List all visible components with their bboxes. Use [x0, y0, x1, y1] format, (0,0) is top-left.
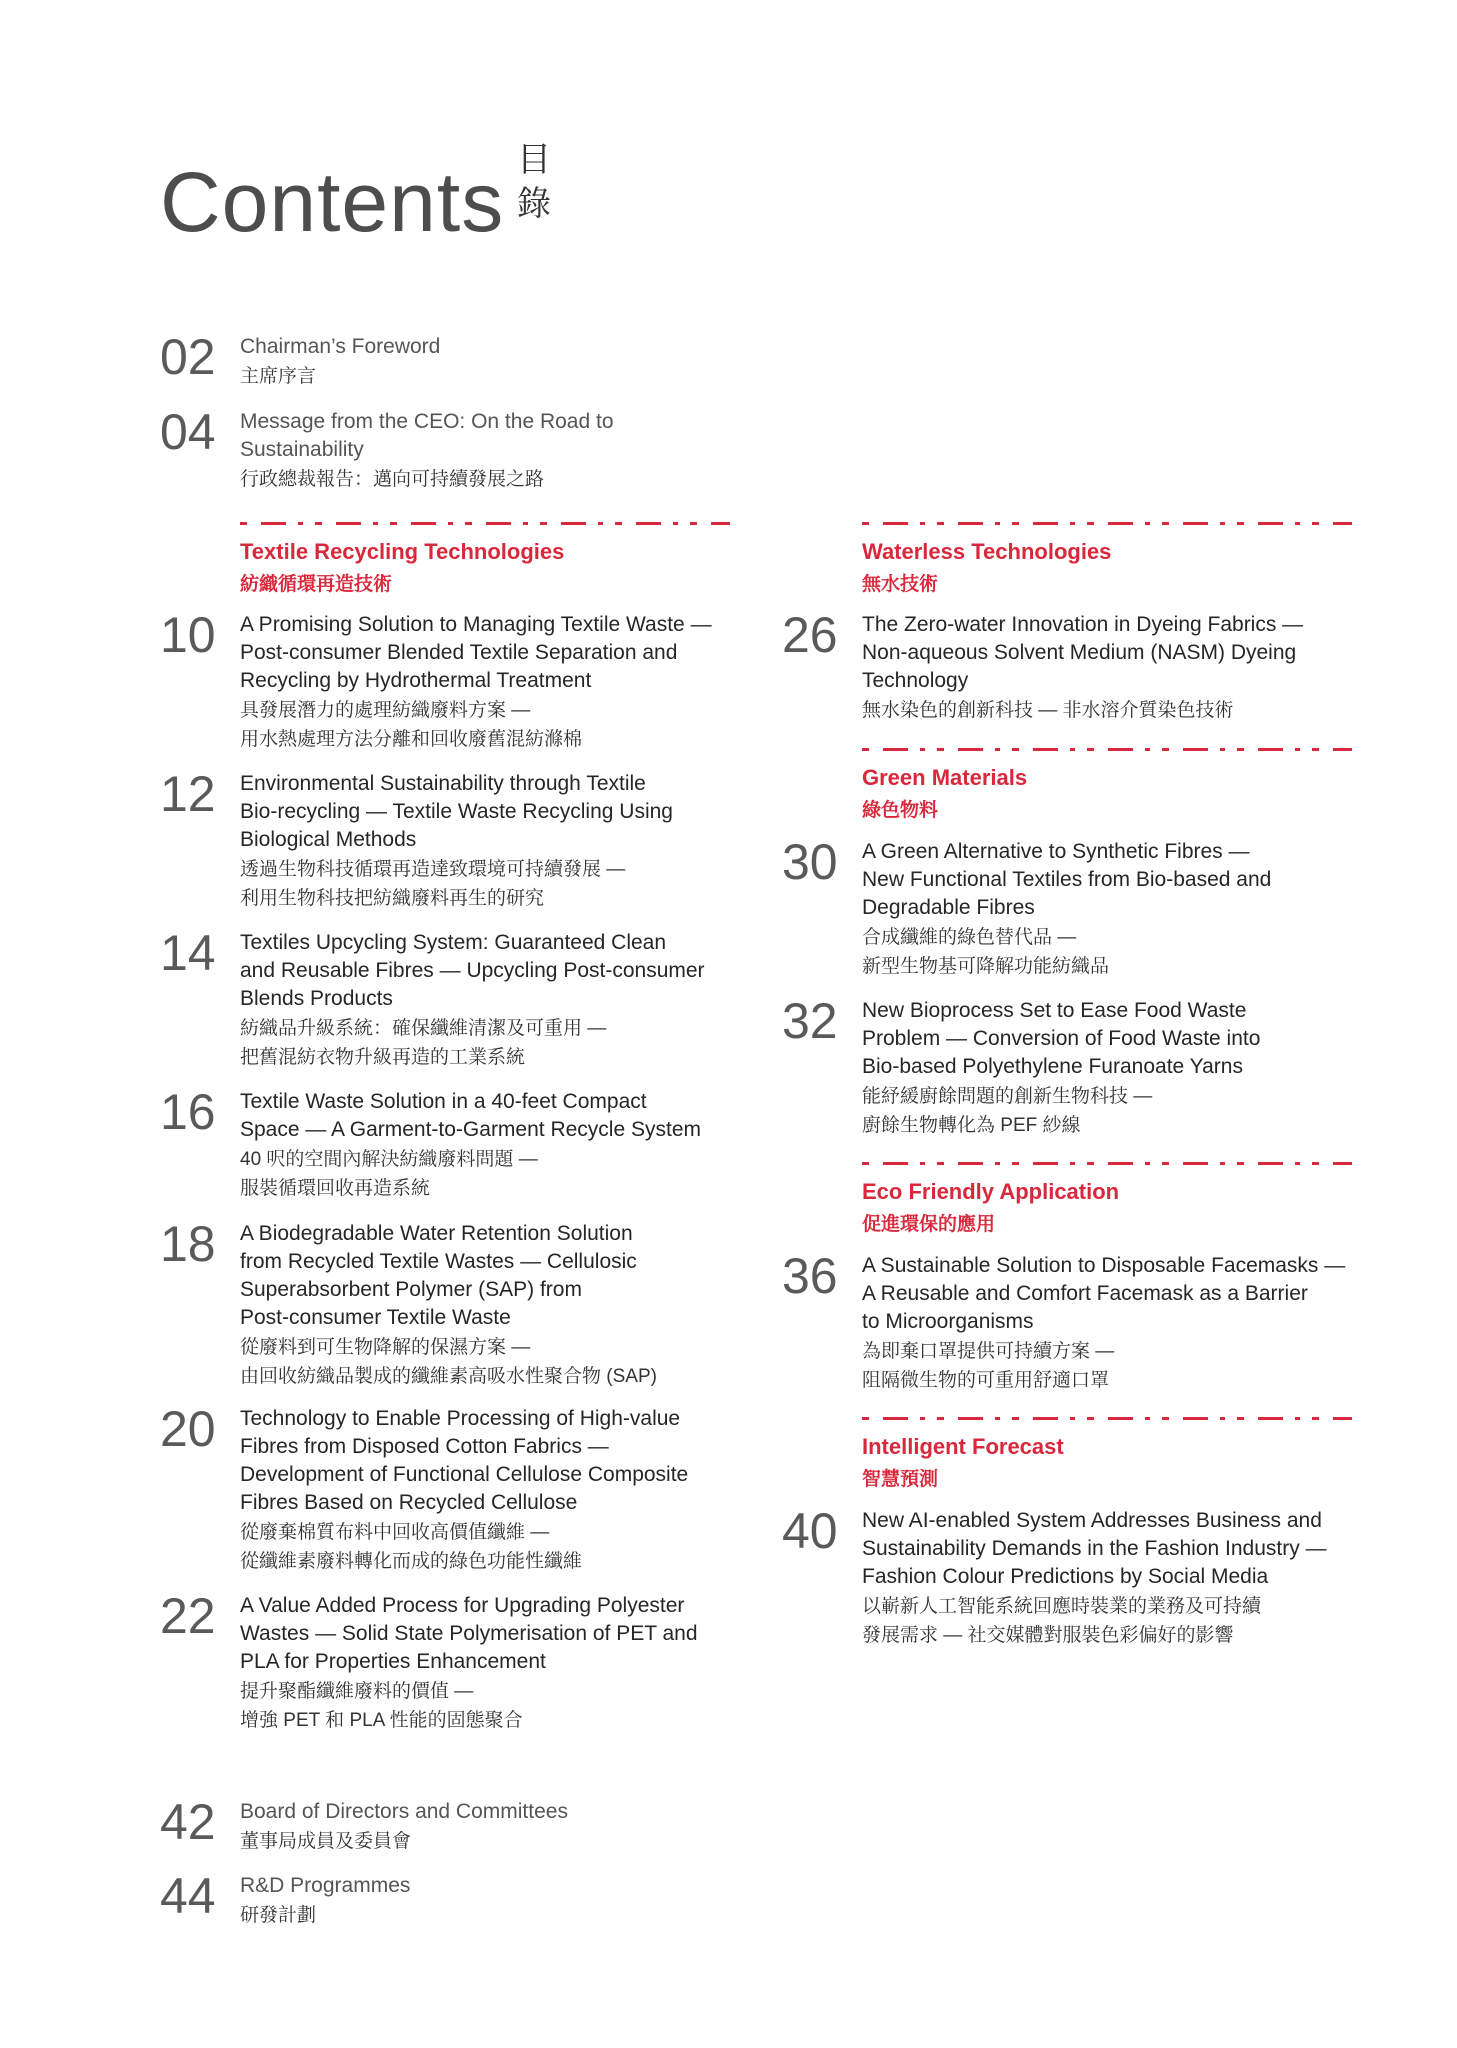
- entry-title-line: A Value Added Process for Upgrading Polyester: [240, 1594, 685, 1617]
- page-number: 26: [782, 607, 838, 663]
- entry-title-line: Textile Waste Solution in a 40-feet Compact: [240, 1090, 647, 1113]
- page-number: 16: [160, 1084, 216, 1140]
- entry-title-line: New Functional Textiles from Bio-based and: [862, 868, 1272, 891]
- page-number: 02: [160, 329, 216, 385]
- entry-title-english: [240, 408, 740, 464]
- entry-title-line-zh: 透過生物科技循環再造達致環境可持續發展 —: [240, 859, 626, 880]
- entry-title-line-zh: 用水熱處理方法分離和回收廢舊混紡滌棉: [240, 729, 583, 750]
- entry-title-line: Environmental Sustainability through Textile: [240, 772, 646, 795]
- section-divider: [862, 1416, 1352, 1422]
- entry-title-line: Board of Directors and Committees: [240, 1800, 568, 1823]
- entry-title-chinese: [240, 1518, 740, 1576]
- entry-title-line: Bio-based Polyethylene Furanoate Yarns: [862, 1055, 1243, 1078]
- entry-title-english: [862, 611, 1362, 695]
- entry-title-english: [240, 1220, 740, 1332]
- entry-title-english: [862, 1252, 1362, 1336]
- entry-title-line-zh: 研發計劃: [240, 1905, 317, 1926]
- entry-title-english: [240, 770, 740, 854]
- entry-title-chinese: [240, 1901, 740, 1930]
- entry-title-line: from Recycled Textile Wastes — Cellulosic: [240, 1250, 637, 1273]
- page-number: 30: [782, 834, 838, 890]
- page-number: 04: [160, 404, 216, 460]
- entry-title-line: Sustainability Demands in the Fashion Industry —: [862, 1537, 1327, 1560]
- entry-title-line-zh: 從纖維素廢料轉化而成的綠色功能性纖維: [240, 1551, 583, 1572]
- entry-title-english: [240, 1872, 740, 1900]
- entry-title-line: A Biodegradable Water Retention Solution: [240, 1222, 633, 1245]
- entry-title-chinese: [240, 1827, 740, 1856]
- entry-title-line: Superabsorbent Polymer (SAP) from: [240, 1278, 582, 1301]
- section-title-chinese: 無水技術: [862, 574, 939, 595]
- page-number: 18: [160, 1216, 216, 1272]
- entry-title-line-zh: 新型生物基可降解功能紡織品: [862, 956, 1110, 977]
- entry-title-line-zh: 廚餘生物轉化為 PEF 紗線: [862, 1115, 1081, 1136]
- entry-title-line: A Green Alternative to Synthetic Fibres —: [862, 840, 1250, 863]
- entry-title-line: Recycling by Hydrothermal Treatment: [240, 669, 592, 692]
- entry-title-line: A Reusable and Comfort Facemask as a Barrier: [862, 1282, 1308, 1305]
- entry-title-line-zh: 董事局成員及委員會: [240, 1831, 412, 1852]
- entry-title-line: Problem — Conversion of Food Waste into: [862, 1027, 1261, 1050]
- entry-title-line: A Sustainable Solution to Disposable Facemasks —: [862, 1254, 1346, 1277]
- entry-title-line: Wastes — Solid State Polymerisation of PET and: [240, 1622, 698, 1645]
- entry-title-line-zh: 增強 PET 和 PLA 性能的固態聚合: [240, 1710, 523, 1731]
- entry-title-line-zh: 從廢料到可生物降解的保濕方案 —: [240, 1337, 531, 1358]
- entry-title-line: Development of Functional Cellulose Composite: [240, 1463, 689, 1486]
- entry-title-line: Fibres Based on Recycled Cellulose: [240, 1491, 578, 1514]
- entry-title-line-zh: 40 呎的空間內解決紡織廢料問題 —: [240, 1149, 538, 1170]
- entry-title-chinese: [862, 1337, 1362, 1395]
- entry-title-english: [240, 1088, 740, 1144]
- entry-title-line: R&D Programmes: [240, 1874, 411, 1897]
- page-number: 12: [160, 766, 216, 822]
- entry-title-line-zh: 由回收紡織品製成的纖維素高吸水性聚合物 (SAP): [240, 1366, 657, 1387]
- entry-title-line-zh: 把舊混紡衣物升級再造的工業系統: [240, 1047, 526, 1068]
- entry-title-line: Chairman’s Foreword: [240, 335, 441, 358]
- entry-title-line-zh: 合成纖維的綠色替代品 —: [862, 927, 1077, 948]
- entry-title-line: Post-consumer Textile Waste: [240, 1306, 511, 1329]
- entry-title-line-zh: 主席序言: [240, 366, 317, 387]
- page-number: 20: [160, 1401, 216, 1457]
- section-title-chinese: 紡織循環再造技術: [240, 574, 393, 595]
- entry-title-line: PLA for Properties Enhancement: [240, 1650, 546, 1673]
- entry-title-line-zh: 阻隔微生物的可重用舒適口罩: [862, 1370, 1110, 1391]
- section-title: Intelligent Forecast: [862, 1434, 1064, 1459]
- entry-title-line-zh: 無水染色的創新科技 — 非水溶介質染色技術: [862, 700, 1234, 721]
- entry-title-line: Space — A Garment-to-Garment Recycle System: [240, 1118, 701, 1141]
- page-number: 42: [160, 1794, 216, 1850]
- page-number: 10: [160, 607, 216, 663]
- entry-title-english: [862, 838, 1362, 922]
- entry-title-chinese: [240, 1333, 740, 1391]
- entry-title-line: Blends Products: [240, 987, 393, 1010]
- section-divider: [862, 521, 1352, 527]
- page-title: Contents: [160, 155, 505, 249]
- page-title-chinese: 目錄: [517, 141, 551, 223]
- section-title-chinese: 促進環保的應用: [862, 1214, 996, 1235]
- section-title-chinese: 智慧預測: [862, 1469, 939, 1490]
- entry-title-english: [240, 929, 740, 1013]
- page-number: 22: [160, 1588, 216, 1644]
- entry-title-line-zh: 為即棄口罩提供可持續方案 —: [862, 1341, 1115, 1362]
- page-number: 32: [782, 993, 838, 1049]
- page-number: 14: [160, 925, 216, 981]
- entry-title-line-zh: 從廢棄棉質布料中回收高價值纖維 —: [240, 1522, 550, 1543]
- entry-title-english: [240, 1798, 740, 1826]
- entry-title-line-zh: 利用生物科技把紡織廢料再生的研究: [240, 888, 545, 909]
- entry-title-chinese: [240, 1145, 740, 1203]
- entry-title-line-zh: 服裝循環回收再造系統: [240, 1178, 431, 1199]
- entry-title-english: [240, 1592, 740, 1676]
- section-title: Eco Friendly Application: [862, 1179, 1120, 1204]
- entry-title-line-zh: 具發展潛力的處理紡織廢料方案 —: [240, 700, 531, 721]
- entry-title-line-zh: 發展需求 — 社交媒體對服裝色彩偏好的影響: [862, 1625, 1234, 1646]
- entry-title-english: [240, 611, 740, 695]
- entry-title-chinese: [862, 1592, 1362, 1650]
- entry-title-english: [240, 333, 740, 361]
- entry-title-chinese: [240, 1677, 740, 1735]
- entry-title-line: Degradable Fibres: [862, 896, 1035, 919]
- entry-title-line: Fashion Colour Predictions by Social Media: [862, 1565, 1269, 1588]
- entry-title-line: Non-aqueous Solvent Medium (NASM) Dyeing: [862, 641, 1297, 664]
- section-title-chinese: 綠色物料: [862, 800, 939, 821]
- entry-title-english: [862, 997, 1362, 1081]
- entry-title-chinese: [240, 855, 740, 913]
- entry-title-line: to Microorganisms: [862, 1310, 1034, 1333]
- entry-title-line: Technology to Enable Processing of High-value: [240, 1407, 681, 1430]
- entry-title-line: Message from the CEO: On the Road to Sustainability: [240, 410, 614, 461]
- entry-title-line-zh: 提升聚酯纖維廢料的價值 —: [240, 1681, 474, 1702]
- section-title: Waterless Technologies: [862, 539, 1112, 564]
- entry-title-line: Technology: [862, 669, 969, 692]
- entry-title-chinese: [862, 923, 1362, 981]
- entry-title-line: Bio-recycling — Textile Waste Recycling Using: [240, 800, 673, 823]
- entry-title-line: and Reusable Fibres — Upcycling Post-consumer: [240, 959, 705, 982]
- entry-title-line-zh: 能紓緩廚餘問題的創新生物科技 —: [862, 1086, 1153, 1107]
- entry-title-chinese: [240, 362, 740, 391]
- entry-title-line: Fibres from Disposed Cotton Fabrics —: [240, 1435, 609, 1458]
- entry-title-english: [862, 1507, 1362, 1591]
- entry-title-line: New Bioprocess Set to Ease Food Waste: [862, 999, 1247, 1022]
- entry-title-line: Textiles Upcycling System: Guaranteed Clean: [240, 931, 667, 954]
- entry-title-line: New AI-enabled System Addresses Business and: [862, 1509, 1322, 1532]
- section-divider: [862, 1161, 1352, 1167]
- entry-title-line: Post-consumer Blended Textile Separation and: [240, 641, 678, 664]
- entry-title-line-zh: 行政總裁報告：邁向可持續發展之路: [240, 469, 545, 490]
- section-title: Green Materials: [862, 765, 1028, 790]
- entry-title-english: [240, 1405, 740, 1517]
- page-number: 40: [782, 1503, 838, 1559]
- section-divider: [240, 521, 730, 527]
- entry-title-line: A Promising Solution to Managing Textile Waste —: [240, 613, 712, 636]
- entry-title-line-zh: 紡織品升級系統：確保纖維清潔及可重用 —: [240, 1018, 607, 1039]
- page-number: 44: [160, 1868, 216, 1924]
- entry-title-chinese: [862, 696, 1362, 725]
- page-number: 36: [782, 1248, 838, 1304]
- section-divider: [862, 747, 1352, 753]
- entry-title-line: The Zero-water Innovation in Dyeing Fabrics —: [862, 613, 1304, 636]
- entry-title-chinese: [240, 1014, 740, 1072]
- entry-title-chinese: [862, 1082, 1362, 1140]
- section-title: Textile Recycling Technologies: [240, 539, 565, 564]
- entry-title-line: Biological Methods: [240, 828, 417, 851]
- entry-title-chinese: [240, 696, 740, 754]
- entry-title-chinese: [240, 465, 740, 494]
- entry-title-line-zh: 以嶄新人工智能系統回應時裝業的業務及可持續: [862, 1596, 1262, 1617]
